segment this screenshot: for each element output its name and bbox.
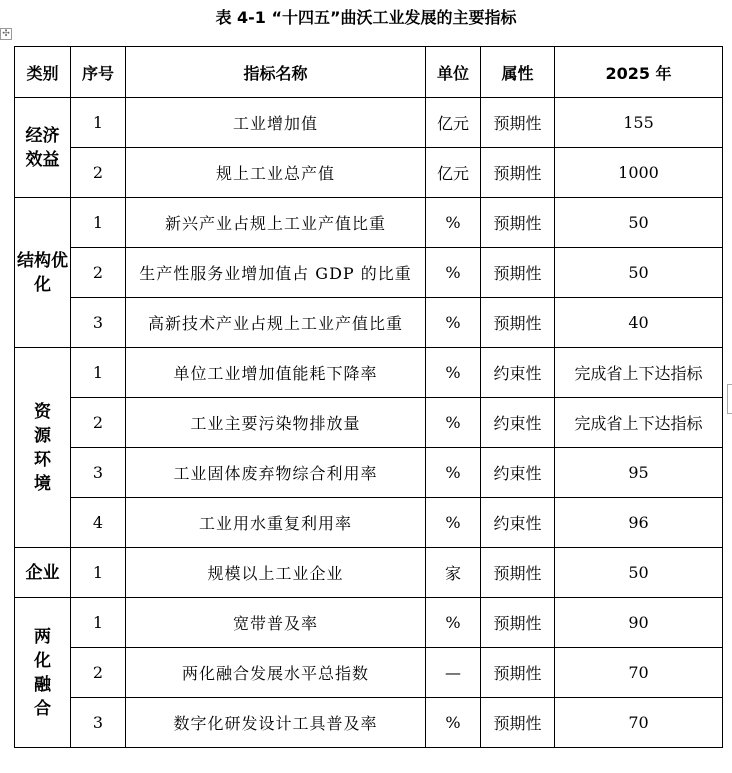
- attribute-cell: 预期性: [481, 248, 555, 298]
- unit-cell: —: [426, 648, 481, 698]
- target-2025-cell: 完成省上下达指标: [555, 398, 723, 448]
- attribute-cell: 约束性: [481, 348, 555, 398]
- target-2025-cell: 90: [555, 598, 723, 648]
- header-unit: 单位: [426, 47, 481, 98]
- target-2025-cell: 完成省上下达指标: [555, 348, 723, 398]
- table-row: [15, 348, 723, 398]
- table-row: [15, 148, 723, 198]
- indicator-name-cell: 工业主要污染物排放量: [126, 398, 426, 448]
- row-number-cell: 4: [71, 498, 126, 548]
- category-label: 经济效益: [25, 125, 60, 170]
- attribute-cell: 预期性: [481, 298, 555, 348]
- category-label: 结构优化: [17, 250, 68, 295]
- target-2025-cell: 95: [555, 448, 723, 498]
- table-row: [15, 548, 723, 598]
- header-indicator-name: 指标名称: [126, 47, 426, 98]
- header-category: 类别: [15, 47, 71, 98]
- table-row: [15, 598, 723, 648]
- row-number-cell: 2: [71, 248, 126, 298]
- attribute-cell: 约束性: [481, 398, 555, 448]
- unit-cell: %: [426, 398, 481, 448]
- indicator-name-cell: 规上工业总产值: [126, 148, 426, 198]
- target-2025-cell: 50: [555, 248, 723, 298]
- category-cell: [15, 198, 71, 348]
- table-row: [15, 648, 723, 698]
- attribute-cell: 预期性: [481, 648, 555, 698]
- indicator-name-cell: 生产性服务业增加值占 GDP 的比重: [126, 248, 426, 298]
- attribute-cell: 预期性: [481, 548, 555, 598]
- indicator-name-cell: 数字化研发设计工具普及率: [126, 698, 426, 748]
- unit-cell: %: [426, 698, 481, 748]
- table-row: [15, 248, 723, 298]
- row-number-cell: 3: [71, 448, 126, 498]
- indicator-name-cell: 工业固体废弃物综合利用率: [126, 448, 426, 498]
- indicator-name-cell: 单位工业增加值能耗下降率: [126, 348, 426, 398]
- indicator-name-cell: 工业增加值: [126, 98, 426, 148]
- table-row: [15, 698, 723, 748]
- unit-cell: 家: [426, 548, 481, 598]
- attribute-cell: 预期性: [481, 598, 555, 648]
- table-row: [15, 98, 723, 148]
- unit-cell: %: [426, 448, 481, 498]
- row-number-cell: 3: [71, 298, 126, 348]
- indicator-name-cell: 高新技术产业占规上工业产值比重: [126, 298, 426, 348]
- table-resize-handle[interactable]: [727, 384, 732, 414]
- indicator-name-cell: 规模以上工业企业: [126, 548, 426, 598]
- unit-cell: %: [426, 498, 481, 548]
- unit-cell: %: [426, 298, 481, 348]
- header-number: 序号: [71, 47, 126, 98]
- attribute-cell: 预期性: [481, 148, 555, 198]
- indicator-name-cell: 两化融合发展水平总指数: [126, 648, 426, 698]
- target-2025-cell: 50: [555, 198, 723, 248]
- table-row: [15, 298, 723, 348]
- attribute-cell: 预期性: [481, 698, 555, 748]
- header-attribute: 属性: [481, 47, 555, 98]
- target-2025-cell: 1000: [555, 148, 723, 198]
- target-2025-cell: 96: [555, 498, 723, 548]
- row-number-cell: 1: [71, 598, 126, 648]
- table-body: [15, 98, 723, 748]
- target-2025-cell: 70: [555, 698, 723, 748]
- table-caption: 表 4-1 “十四五”曲沃工业发展的主要指标: [215, 8, 517, 27]
- row-number-cell: 1: [71, 98, 126, 148]
- category-cell: [15, 548, 71, 598]
- indicator-name-cell: 工业用水重复利用率: [126, 498, 426, 548]
- indicator-name-cell: 宽带普及率: [126, 598, 426, 648]
- category-cell: [15, 598, 71, 748]
- category-label: 两化融合: [34, 626, 51, 719]
- attribute-cell: 约束性: [481, 448, 555, 498]
- row-number-cell: 2: [71, 398, 126, 448]
- table-row: [15, 198, 723, 248]
- category-cell: [15, 98, 71, 198]
- table-row: [15, 448, 723, 498]
- row-number-cell: 2: [71, 648, 126, 698]
- indicator-table: [14, 46, 723, 748]
- unit-cell: %: [426, 248, 481, 298]
- row-number-cell: 2: [71, 148, 126, 198]
- target-2025-cell: 50: [555, 548, 723, 598]
- unit-cell: 亿元: [426, 148, 481, 198]
- indicator-name-cell: 新兴产业占规上工业产值比重: [126, 198, 426, 248]
- row-number-cell: 3: [71, 698, 126, 748]
- unit-cell: %: [426, 198, 481, 248]
- unit-cell: %: [426, 598, 481, 648]
- target-2025-cell: 155: [555, 98, 723, 148]
- table-row: [15, 398, 723, 448]
- attribute-cell: 约束性: [481, 498, 555, 548]
- header-target-2025: 2025 年: [555, 47, 723, 98]
- category-label: 资源环境: [34, 401, 51, 494]
- table-row: [15, 498, 723, 548]
- row-number-cell: 1: [71, 348, 126, 398]
- target-2025-cell: 40: [555, 298, 723, 348]
- category-cell: [15, 348, 71, 548]
- unit-cell: %: [426, 348, 481, 398]
- table-header-row: [15, 47, 723, 98]
- table-move-handle-icon[interactable]: ✣: [0, 28, 12, 40]
- unit-cell: 亿元: [426, 98, 481, 148]
- attribute-cell: 预期性: [481, 98, 555, 148]
- row-number-cell: 1: [71, 548, 126, 598]
- target-2025-cell: 70: [555, 648, 723, 698]
- attribute-cell: 预期性: [481, 198, 555, 248]
- category-label: 企业: [25, 562, 60, 583]
- row-number-cell: 1: [71, 198, 126, 248]
